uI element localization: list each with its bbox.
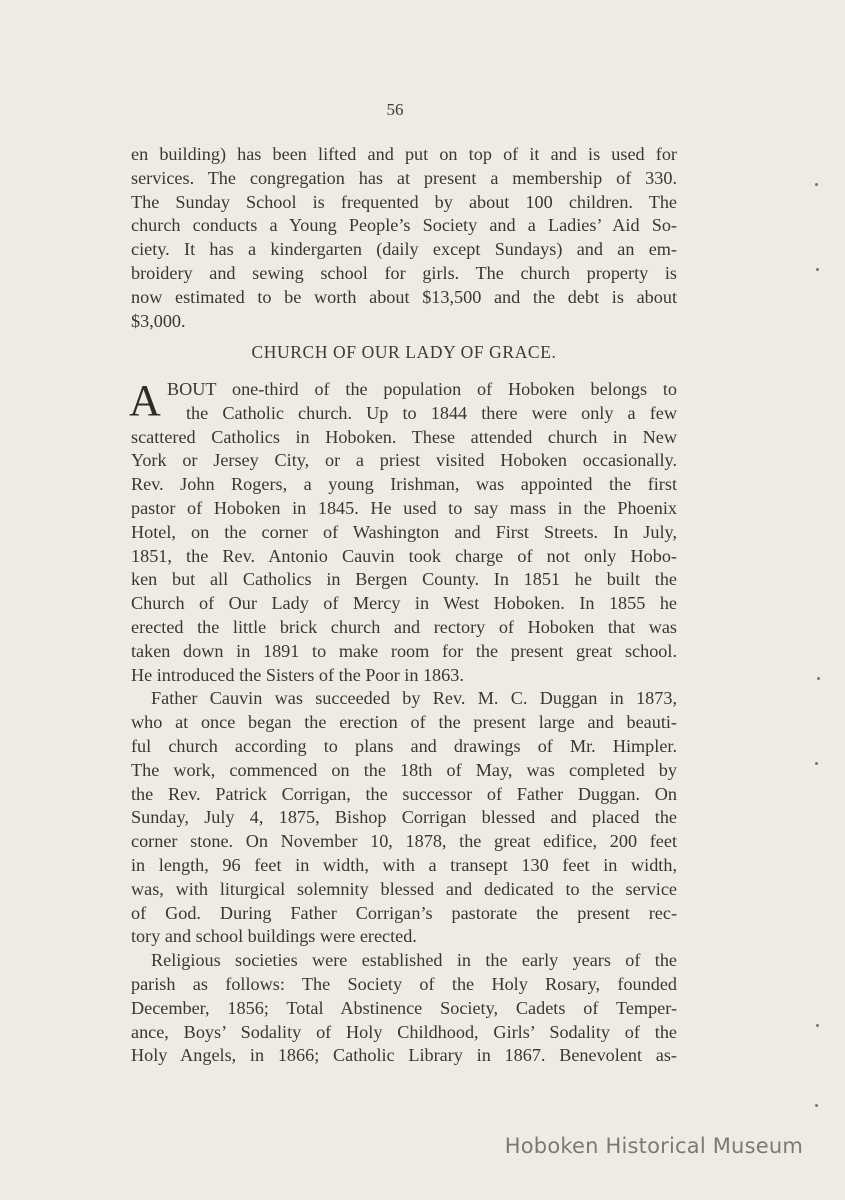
margin-mark: [815, 1104, 818, 1107]
paragraph-line: broidery and sewing school for girls. The church property is: [131, 262, 677, 283]
margin-mark: [816, 268, 819, 271]
paragraph-line: Father Cauvin was succeeded by Rev. M. C. Duggan in 1873,: [151, 688, 677, 709]
paragraph-line: in length, 96 feet in width, with a transept 130 feet in width,: [131, 854, 677, 875]
paragraph-line: The work, commenced on the 18th of May, was completed by: [131, 759, 677, 780]
paragraph-line: Church of Our Lady of Mercy in West Hoboken. In 1855 he: [131, 593, 677, 614]
paragraph-line: church conducts a Young People’s Society and a Ladies’ Aid So-: [131, 215, 677, 236]
paragraph-line: corner stone. On November 10, 1878, the great edifice, 200 feet: [131, 831, 677, 852]
margin-mark: [816, 1024, 819, 1027]
paragraph-line: parish as follows: The Society of the Holy Rosary, founded: [131, 973, 677, 994]
museum-watermark: Hoboken Historical Museum: [504, 1134, 803, 1158]
dropcap-line-second: [131, 402, 677, 426]
paragraph-line: December, 1856; Total Abstinence Society, Cadets of Temper-: [131, 997, 677, 1018]
paragraph-line: services. The congregation has at present a membership of 330.: [131, 167, 677, 188]
paragraph-line: ciety. It has a kindergarten (daily except Sundays) and an em-: [131, 239, 677, 260]
margin-mark: [817, 677, 820, 680]
margin-mark: [815, 183, 818, 186]
section-body: [131, 378, 677, 1068]
paragraph-line: $3,000.: [131, 310, 186, 331]
paragraph-line: tory and school buildings were erected.: [131, 926, 417, 947]
paragraph-line: ance, Boys’ Sodality of Holy Childhood, Girls’ Sodality of the: [131, 1021, 677, 1042]
paragraph-line: the Catholic church. Up to 1844 there were only a few: [186, 402, 677, 423]
paragraph-line: He introduced the Sisters of the Poor in 1863.: [131, 664, 464, 685]
section-heading: CHURCH OF OUR LADY OF GRACE.: [251, 342, 557, 362]
paragraph-line: pastor of Hoboken in 1845. He used to say mass in the Phoenix: [131, 497, 677, 518]
paragraph-line: scattered Catholics in Hoboken. These attended church in New: [131, 426, 677, 447]
paragraph-line: 1851, the Rev. Antonio Cauvin took charge of not only Hobo-: [131, 545, 677, 566]
paragraph-line: ken but all Catholics in Bergen County. In 1851 he built the: [131, 569, 677, 590]
paragraph-line: erected the little brick church and rectory of Hoboken that was: [131, 616, 677, 637]
paragraph-line: Religious societies were established in the early years of the: [151, 950, 677, 971]
paragraph-line: was, with liturgical solemnity blessed and dedicated to the service: [131, 878, 677, 899]
paragraph-line: The Sunday School is frequented by about 100 children. The: [131, 191, 677, 212]
paragraph-line: BOUT one-third of the population of Hoboken belongs to: [167, 379, 677, 399]
drop-cap: A: [129, 376, 161, 425]
paragraph-line: York or Jersey City, or a priest visited Hoboken occasionally.: [131, 450, 677, 471]
paragraph-line: now estimated to be worth about $13,500 and the debt is about: [131, 286, 677, 307]
paragraph-line: Hotel, on the corner of Washington and First Streets. In July,: [131, 521, 677, 542]
paragraph-line: Rev. John Rogers, a young Irishman, was appointed the first: [131, 474, 677, 495]
paragraph-line: Holy Angels, in 1866; Catholic Library in 1867. Benevolent as-: [131, 1045, 677, 1066]
page-number: 56: [386, 100, 404, 119]
margin-mark: [815, 762, 818, 765]
paragraph-line: en building) has been lifted and put on top of it and is used for: [131, 144, 677, 164]
paragraph-line: who at once began the erection of the present large and beauti-: [131, 712, 677, 733]
paragraph-line: of God. During Father Corrigan’s pastorate the present rec-: [131, 902, 677, 923]
top-paragraph: [131, 143, 677, 333]
paragraph-line: ful church according to plans and drawings of Mr. Himpler.: [131, 735, 677, 756]
paragraph-line: the Rev. Patrick Corrigan, the successor of Father Duggan. On: [131, 783, 677, 804]
paragraph-line: taken down in 1891 to make room for the present great school.: [131, 640, 677, 661]
paragraph-line: Sunday, July 4, 1875, Bishop Corrigan blessed and placed the: [131, 807, 677, 828]
